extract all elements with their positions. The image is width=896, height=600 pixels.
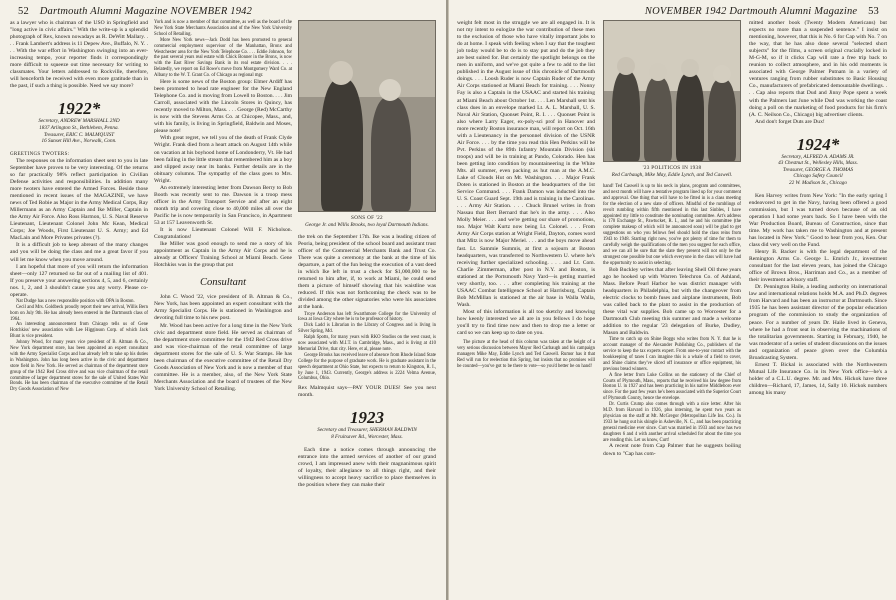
class-officer-address: 8 Fruitsaver Rd., Worcester, Mass. xyxy=(331,434,403,441)
right-column-2 xyxy=(603,20,741,458)
photo-caption xyxy=(603,165,741,178)
class-year: 1922* xyxy=(57,99,101,119)
photo-caption xyxy=(298,215,436,228)
col-note: Johnny Wood, for many years vice president of B. Altman & Co., New York department store, has been appointed an expert consultant with the Army Specialist Corps and has already left to take up his duties in Washington. John has long been active in the civic and department store field in New York. He served as chairman of the department store group of the 1942 Red Cross drive and was vice chairman of the retail committee of larger department stores for the sale of United States War Bonds. He has been chairman of the executive committee of the Retail Dry Goods Association of New xyxy=(10,340,148,393)
class-officer: Treasurer, GEORGE A. THOMAS xyxy=(782,166,854,173)
col-note: The picture at the head of this column was taken at the height of a very serious discussion between Mayor Red Carbaugh and his campaign managers Mike May, Eddie Lynch and Ted Caswell. Rumor has it that Red will run for reelection this Spring, but insists that no promises will be counted—you've got to be there to vote—so you'd better be on hand! xyxy=(457,340,595,369)
photo-sons-of-22 xyxy=(298,20,436,212)
col-note: A fine letter from Luke Collins on the stationery of the Chief of Courts of Plymouth, Mass., reports that he received his law degree from Boston U. in 1927 and has been practicing in his native Middleboro ever since. For the past few years he's been associated with the Superior Court of Plymouth County, hence the envelope. xyxy=(603,372,741,402)
photo-23-politicos xyxy=(603,20,741,162)
class-officer-address: Chicago Safety Council xyxy=(793,173,843,180)
col-text: I am hopeful that more of you will return the information sheet—only 127 returned so far out of a mailing list of 401. If you preserve your answering sections 4, 5, and 6, certainly nos. 1, 2, and 3 shouldn't cause you any worry. Please co-operate. xyxy=(10,263,148,298)
right-page-number: 53 xyxy=(868,6,879,17)
col-text: Ken Harvey writes from New York: "In the early spring I endeavored to get in the Navy, having been offered a good commission, but I was turned down because of an old operation I had some years back. So I have been with the War Production Board, Bureau of Construction, since that time. My work has taken me to Washington and at present has located in New York." Good to hear from you, Ken. Our class did very well on the Fund. xyxy=(749,192,887,248)
col-text: And don't forget Duts are Dux! xyxy=(755,118,825,125)
col-note: Ralph Spotts, for many years with RKO Studios on the west coast, is now associated with M.I.T. in Cambridge, Mass., and is living at 410 Memorial Drive, that city. Here, et al, please note. xyxy=(298,335,436,352)
class-officer-address: 1837 Arlington St., Bethlehem, Penna. xyxy=(39,125,119,132)
col-note: More New York news—Jack Dodd has been promoted to general commercial employment supervisor of the Manhattan, Bronx and Westchester area for the New York Telephone Co. . . . Eddie Johnson, for the past several years real estate with Chick Bonner in the Bronx, is now with the East River Savings Bank in its real estate division. . . . Belatedly, we report on Ed Rowe's move from Montgomery Ward Co. at Albany to the W. T. Grant Co. of Chicago as regional mgr. xyxy=(154,37,292,79)
col-text: the trek on the September 17th. Ike was a leading citizen of Peoria, being president of the school board and assistant trust officer of the Commercial Merchants Bank and Trust Co. There was quite a ceremony at the bank at the time of his departure, a part of the fun being the execution of a vast deed in which Ike left in trust a check for $1,000,000 to be returned to him after, if, to work at Miami, he could send them a picture of himself showing that his waistline was reduced. If this was not forthcoming the check was to be divided among the other signatories who were his associates at the bank. xyxy=(298,234,436,311)
col-text: Bob Buckley writes that after leaving Shell Oil three years ago he hooked up with Warren Telechron Co. of Ashland, Mass. Before Pearl Harbor he was district manager with headquarters in Philadelphia, but with the changeover from electric clocks to bomb fuses and airplane instruments, Bob was called back to the plant to assist in the production of these vital war supplies. Bob came up to Worcester for a Dartmouth Club meeting this summer and made a welcome addition to the regular '23 delegation of Burke, Dudley, Mason and Baldwin. xyxy=(603,266,741,337)
col-text: It is a difficult job to keep abreast of the many changes and you will be doing the class and me a great favor if you will let me know when you move around. xyxy=(10,242,148,263)
photo-caption-title: '23 POLITICOS IN 1938 xyxy=(642,165,702,171)
col-text: Ike Miller was good enough to send me a story of his appointment as Captain in the Army Air Corps and he is already at Officers' Training School at Miami Beach. Gene Hotchkiss was in the group that put xyxy=(154,241,292,269)
col-text: An extremely interesting letter from Dawson Berry to Bob Booth was recently sent to me. Dawson is a troop mess officer in the Army Transport Service and after an eight month trip and covering close to 40,000 miles all over the Pacific he is now temporarily in San Francisco, in Apartment 53 at 157 Leavenworth St. xyxy=(154,184,292,226)
right-column-3 xyxy=(749,20,887,397)
col-text: John C. Wood '22, vice president of B. Altman & Co., New York, has been appointed an expert consultant with the Army Specialist Corps. He is stationed in Washington and devoting full time to his new post. xyxy=(154,294,292,322)
class-header-1922 xyxy=(10,100,148,144)
col-text: A recent note from Cap Palmer that he suggests boiling down to "Cap has com- xyxy=(603,443,741,457)
photo-caption-title: SONS OF '22 xyxy=(351,215,383,221)
col-text: The responses on the information sheet sent to you in late September have proven to be very interesting. Of the returns so far practically 98% reflect participation in Civilian Defense activities and responsibilities. In addition many more twoters have entered the Armed Forces. Beside those mentioned in recent issues of the MAGAZINE, we have news of Ted Robie as Major in the Army Medical Corps, Ray Millermann as an Army Captain and Ike Miller, Captain in the Army Air Force. Also Ross Harmon, U. S. Naval Reserve Lieutenant, Lieutenant Colonel John Mc Kean, Medical Corps; Joe Woods, First Lieutenant U. S. Army; and Ed MacLain and More Privates privates (?). xyxy=(10,157,148,242)
left-column-3 xyxy=(298,20,436,489)
class-year: 1923 xyxy=(350,408,384,428)
col-note: Dr. Curtis Crump also comes through with a nice letter. After his M.D. from Harvard in 1926, plus interning, he spent two years as physician on the staff at Mt. McGregor (Metropolitan Life Ins. Co.). In 1933 he hung out his shingle in Asheville, N. C., and has been practicing general medicine ever since. Curt was married in 1933 and now has two daughters 6 and 4 with another arrival scheduled for about the time you are reading this. Let us know, Curt! xyxy=(603,402,741,443)
col-note: Time to catch up on Shine Boggs who writes from N. Y. that he is account manager of the Alexander Publishing Co., publishers of the service to keep the tax experts expert. From one-to-year contact with the bookkeeping of taxes I can imagine this is a whale of a field to cover, and Shine claims they've sliced off insurance or office equipment, his previous bread winners. xyxy=(603,337,741,372)
col-note: Troye Anderson has left Swarthmore College for the University of Iowa at Iowa City where he is to be professor of history. xyxy=(298,311,436,323)
right-running-title: NOVEMBER 1942 Dartmouth Alumni Magazine xyxy=(644,6,858,17)
class-header-1923 xyxy=(298,409,436,440)
left-page xyxy=(0,0,447,600)
greeting: GREETINGS TWOTERS: xyxy=(10,151,70,157)
class-header-1924 xyxy=(749,136,887,187)
col-text: weight felt most in the struggle we are all engaged in. It is not my intent to eulogize the war contribution of these men to the exclusion of those who have vitally important jobs to do at home. I speak with feeling when I say that the toughest job today would be to do is to stay put and do the job they are best suited for. But certainly the spotlight belongs on the men in uniform, and we've got quite a few to add to the list published in the August issue of this chronicle of Dartmouth doings. . . . Loosh Ruder is now Captain Ruder of the Army Air Corps stationed at Miami Beach for training. . . . Nonny Fay is also a Captain in the USAAC and started his training at Miami Beach about October 1st. . . . Len Marshall sent his class dues in an envelope marked Lt. A. L. Marshall, U. S. Naval Air Station, Quonset Point, R. I. . . . Quonset Point is also where Larry Eager, ex-poly-sci prof in Hanover and more recently Boston insurance man, will report on Oct. 16th with a Lieutenancy in the personnel division of the USNR Air Force. . . . by the time you read this Hen Perkins will be Pvt. Perkins of the 89th Infantry Mountain Division (ski troops) and will be in training at Pando, Colorado. Hen has been getting into condition by mountaineering in the White Mts. all summer, even packing as hut man at the A.M.C. Lake of Clouds Hut on Mt. Washington. . . . Major Frank Doten is stationed in Boston at the headquarters of the 1st Service Command. . . . Frank Damon was inducted into the U. S. Coast Guard Sept. 19th and is training in the Carolinas. . . . Army Air Station. . . . Chuck Brunel writes in from Nassau that Bert Bernard that he's in the army. . . . Also Molly Meier. . . . and we're getting our share of promotions, too. Major Walt Kurtz now being Lt. Colonel. . . . From Army Air Corps station at Wright Field, Dayton, comes word that Mitz is now Major Meriel. . . . and the boys move ahead fast. Lt. Sammie Summis, at first a sojourn at Boston headquarters, was transferred to Northwestern U. where he's receiving further specialized schooling. . . . and Lt. Com. Charlie Zimmerman, after post in N.Y. and Boston, is stationed at the Portsmouth Navy Yard—is getting married very shortly, too. . . . after completing his training at the USAAC Combat Intelligence School at Harrisburg, Captain Bob McMillan is stationed at the air base in Walla Walla, Wash. xyxy=(457,20,595,308)
right-column-1 xyxy=(457,20,595,370)
class-officer-address: 22 W. Madison St., Chicago xyxy=(789,180,847,187)
col-text: Here is some news of the Boston group: Elmer Ardiff has been promoted to head rate engineer for the New England Telephone Co. and is moving from Lowell to Boston. . . . Jim Carroll, associated with the Lincoln Stores in Quincy, has recently moved to Milton, Mass. . . . George (Red) McCarthy is now with the Stevens Arms Co. at Chicopee, Mass., and, with his family, is living in Springfield, Baldwin and Moses, please note! xyxy=(154,79,292,135)
class-year: 1924* xyxy=(796,134,840,154)
col-text: Ernest T. Bickal is associated with the Northwestern Mutual Life Insurance Co. in its New York office—he's a holder of a C.L.U. degree. Mr. and Mrs. Hickok have three children—Richard, 17, James, 14, Sally 10. Hickok numbers among his many xyxy=(749,361,887,396)
col-text: It is now Lieutenant Colonel Will F. Nicholson. Congratulations! xyxy=(154,227,292,241)
right-page xyxy=(448,0,896,600)
photo-caption-text: George Jr. and Willis Brooks, two loyal Dartmouth Indians. xyxy=(305,221,429,228)
right-running-head xyxy=(645,6,887,17)
col-note: An interesting announcement from Chicago tells us of Gene Hotchkiss' new association with Lee Higginson Corp. of which Jack Blunt is vice president. xyxy=(10,322,148,340)
left-column-1 xyxy=(10,20,148,393)
col-note: Cecil and Mrs. Goldbeck proudly report their new arrival, Willis Bern born on July 9th. He has already been entered in the Dartmouth class of 1964. xyxy=(10,304,148,322)
col-text: as a lawyer who is chairman of the USO in Springfield and "long active in civic affairs." With the write-up is a splendid photograph of Rex, known nowadays as R. DeWitt Mallary. . . . Frank Lambert's address is 11 Depew Ave., Buffalo, N. Y. . . . With the war effort in Washington swinging into an ever-increasing tempo, your reporter finds it correspondingly more difficult to squeeze out time necessary for writing to classmates. Your letters addressed to Rockville, therefore, will henceforth be received with even more gratitude than in the past, if such a thing is possible. Need we say more? xyxy=(10,20,148,90)
col-note: hand! Ted Caswell is up to his neck in plans, program and committees, and next month will have a tentative program lined up for your comment and approval. One thing that will have to be fitted in is a class meeting for the election of a new slate of officers. Mindful of the rumblings of revolt rumbling within fifth mentioned in this last Sinbles, I have appointed my little to constitute the nominating committee. Art's address is 170 Exchange St., Pawtucket, R. I., and he and his committee (the complete makeup of which will be announced soon) will be glad to get suggestions on who you fellows feel should hold the class reins from 1943 to 1948. Starting right now, you've got plenty of time for them to carefully weigh the qualifications of the men you suggest for each office, and we can all be sure that the slate they present will not only be the strongest one possible but one which everyone in the class will have had the opportunity to assist in selecting. xyxy=(603,184,741,266)
col-text: Each time a notice comes through announcing the entrance into the armed services of another of our grand crowd, I am impressed anew with their magnanimous spirit of loyalty, their allegiance to all things right, and their willingness to accept heavy sacrifice to place themselves in the position where they can make their xyxy=(298,446,436,488)
col-text: With great regret, we tell you of the death of Frank Clyde Wright. Frank died from a heart attack on August 14th while on vacation at his boyhood home of Londonderry, Vt. He had been failing in the little stream that remembered him as a boy and slipped away near its banks. Further details are in the obituary columns. The sympathy of the class goes to Mrs. Wright. xyxy=(154,135,292,184)
col-text: mitted another book (Twenty Modern Americans) but expects no more than a suspended sentence." I insist on mentioning, however, that this is No. 6 for Cap with No. 7 on the way, that he has also done several "selected short subjects" for the films, a screen original crucially locked in M-G-M, so if it clicks Cap will rate a free trip back to reunion to collect atmosphere, and in his odd moments is associated with George Palmer Putnam in a variety of ventures ranging from rubber substitutes to Basic Housing Co., manufacturers of prefabricated demountable dwellings. . . . Cap also reports that Dud and Jinny Pope spent a week with the Palmers last June while Dud was working the coast doing a poll on the marketing of food products for his firm's (A. C. Neilson Co., Chicago) big advertiser clients. xyxy=(749,20,887,118)
col-text: Henry B. Backer is with the legal department of the Remington Arms Co. George L. Emrich Jr., investment consultant for the last eleven years, has joined the Chicago office of Brown Bros., Harriman and Co., as a member of their investment advisory staff. xyxy=(749,249,887,284)
col-note: Nat Dudge has a new responsible position with OPA in Boston. xyxy=(16,298,135,304)
left-column-2 xyxy=(154,20,292,393)
col-note: York and is now a member of that committee, as well as the board of the New York State Merchants Association and of the New York University School of Retailing. xyxy=(154,20,292,37)
class-officer-address: 43 Chestnut St., Wellesley Hills, Mass. xyxy=(778,160,858,167)
col-text: Dr. Pennington Haile, a leading authority on international law and international relations holds M.A. and Ph.D. degrees from Harvard and has been an instructor at Dartmouth. Since 1935 he has been assistant director of the popular education program of the commission to study the organization of peace. For a number of years Dr. Haile lived in Geneva, where he had a front seat in observing the machinations of the totalitarian governments. Starting in February, 1940, he was moderator of a series of student discussions on the issues and organization of peace given over the Columbia Broadcasting System. xyxy=(749,284,887,361)
col-text: Mr. Wood has been active for a long time in the New York civic and department store field. He served as chairman of the department store committee for the 1942 Red Cross drive and was vice-chairman of the retail committee of large department stores for the sale of U. S. War Stamps. He has been chairman of the executive committee of the Retail Dry Goods Association of New York and is now a member of that committee. He is a member, also, of the New York State Merchants Association and the board of trustees of the New York University School of Retailing. xyxy=(154,322,292,392)
col-text: Most of this information is all too sketchy and knowing how keenly interested we all are in you fellows I do hope you'll try to find time now and then to drop me a letter or card so we can keep up to date on you. xyxy=(457,308,595,337)
dues-reminder: Rex Malmquist says—PAY YOUR DUES! See you next month. xyxy=(298,385,436,399)
col-note: George Brooks has received leave of absence from Rhode Island State College for the purpose of graduate work. He is graduate assistant in the speech department at Ohio State, but expects to return to Kingston, R. I., by June 1, 1943. Currently, George's address is 2224 Velma Avenue, Columbus, Ohio. xyxy=(298,352,436,382)
photo-caption-text: Red Carbaugh, Mike May, Eddie Lynch, and Ted Caswell. xyxy=(611,171,733,178)
section-title-consultant: Consultant xyxy=(199,277,247,289)
class-officer: Secretary, ALFRED A. ADAMS JR. xyxy=(781,153,855,160)
class-officer: Secretary, ANDREW MARSHALL 2ND xyxy=(38,118,120,125)
left-running-title: Dartmouth Alumni Magazine NOVEMBER 1942 xyxy=(39,6,253,17)
left-running-head xyxy=(10,6,252,17)
col-note: Dick Ladd is Librarian in the Library of Congress and is living in Silver Spring, Md. xyxy=(298,323,436,335)
class-officer-address: 16 Sunset Hill Ave., Norwalk, Conn. xyxy=(41,138,117,145)
left-page-number: 52 xyxy=(18,6,29,17)
class-officer: Secretary and Treasurer, SHERMAN BALDWIN xyxy=(317,427,417,434)
class-officer: Treasurer, ERIC C. MALMQUIST xyxy=(43,131,115,138)
